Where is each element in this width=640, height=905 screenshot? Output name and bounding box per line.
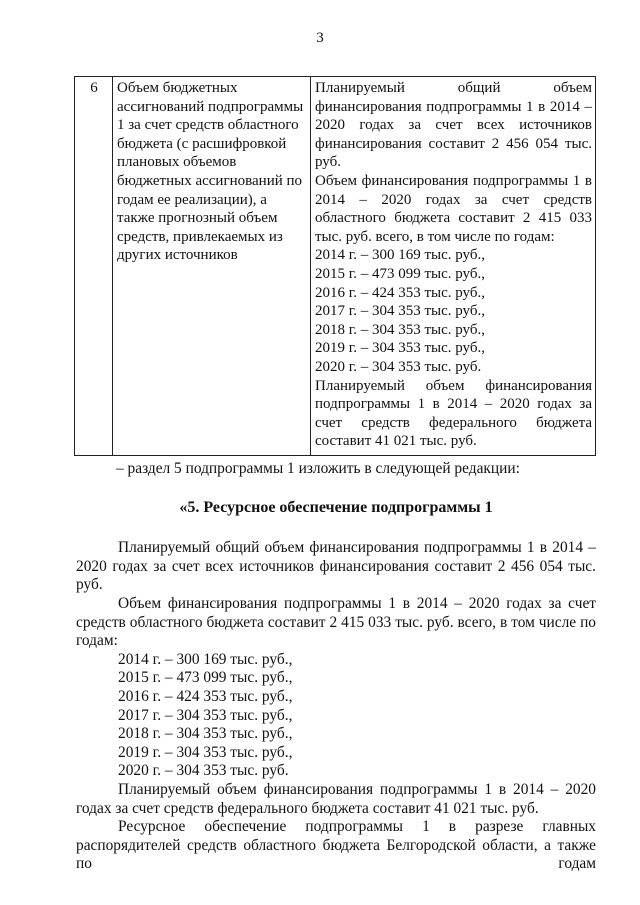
section-body <box>76 460 596 874</box>
total-financing-paragraph: Планируемый общий объем финансирования подпрограммы 1 в 2014 – 2020 годах за счет всех источников финансирования составит 2 456 054 тыс. руб. <box>76 539 596 594</box>
regional-financing-paragraph: Объем финансирования подпрограммы 1 в 2014 – 2020 годах за счет средств областного бюджета составит 2 415 033 тыс. руб. всего, в том числе по годам: <box>76 594 596 650</box>
year-line: 2014 г. – 300 169 тыс. руб., <box>118 650 293 668</box>
year-line: 2015 г. – 473 099 тыс. руб., <box>315 265 485 282</box>
year-line: 2016 г. – 424 353 тыс. руб., <box>118 687 293 705</box>
table-row <box>75 77 596 456</box>
year-line: 2019 г. – 304 353 тыс. руб., <box>315 340 485 357</box>
year-line: 2020 г. – 304 353 тыс. руб. <box>118 762 289 780</box>
year-line: 2018 г. – 304 353 тыс. руб., <box>315 321 485 338</box>
year-line: 2019 г. – 304 353 тыс. руб., <box>118 743 293 761</box>
amendment-bullet: – раздел 5 подпрограммы 1 изложить в следующей редакции: <box>116 460 520 477</box>
section-heading: «5. Ресурсное обеспечение подпрограммы 1 <box>179 498 493 516</box>
label-line: также прогнозный объем <box>117 210 278 227</box>
row-value-cell <box>311 77 596 456</box>
year-line: 2018 г. – 304 353 тыс. руб., <box>118 725 293 743</box>
passport-table <box>74 76 596 456</box>
label-line: Объем бюджетных <box>117 80 238 96</box>
total-financing-text: Планируемый общий объем финансирования подпрограммы 1 в 2014 – 2020 годах за счет всех источников финансирования составит 2 456 054 тыс. руб. <box>315 80 592 171</box>
year-line: 2020 г. – 304 353 тыс. руб. <box>315 358 482 375</box>
page-number: 3 <box>316 30 324 46</box>
federal-financing-paragraph: Планируемый объем финансирования подпрограммы 1 в 2014 – 2020 годах за счет средств федерального бюджета составит 41 021 тыс. руб. <box>76 780 596 817</box>
label-line: плановых объемов <box>117 154 237 171</box>
year-line: 2017 г. – 304 353 тыс. руб., <box>315 303 485 320</box>
label-line: бюджетных ассигнований по <box>117 172 303 189</box>
federal-financing-text: Планируемый объем финансирования подпрограммы 1 в 2014 – 2020 годах за счет средств федерального бюджета составит 41 021 тыс. руб. <box>315 377 592 450</box>
label-line: годам ее реализации), а <box>117 191 267 208</box>
row-label-cell <box>113 77 311 456</box>
label-line: 1 за счет средств областного <box>117 117 299 134</box>
regional-financing-text: Объем финансирования подпрограммы 1 в 2014 – 2020 годах за счет средств областного бюджета составит 2 415 033 тыс. руб. всего, в том числе по годам: <box>315 172 592 245</box>
year-line: 2015 г. – 473 099 тыс. руб., <box>118 669 293 687</box>
label-line: других источников <box>117 247 238 264</box>
year-line: 2017 г. – 304 353 тыс. руб., <box>118 706 293 724</box>
year-line: 2014 г. – 300 169 тыс. руб., <box>315 247 485 264</box>
row-number-cell: 6 <box>75 77 113 456</box>
label-line: ассигнований подпрограммы <box>117 98 304 115</box>
label-line: средств, привлекаемых из <box>117 228 283 245</box>
resource-paragraph: Ресурсное обеспечение подпрограммы 1 в разрезе главных распорядителей средств областного бюджета Белгородской области, а также по годам <box>76 818 596 873</box>
label-line: бюджета (с расшифровкой <box>117 135 287 152</box>
year-line: 2016 г. – 424 353 тыс. руб., <box>315 284 485 301</box>
